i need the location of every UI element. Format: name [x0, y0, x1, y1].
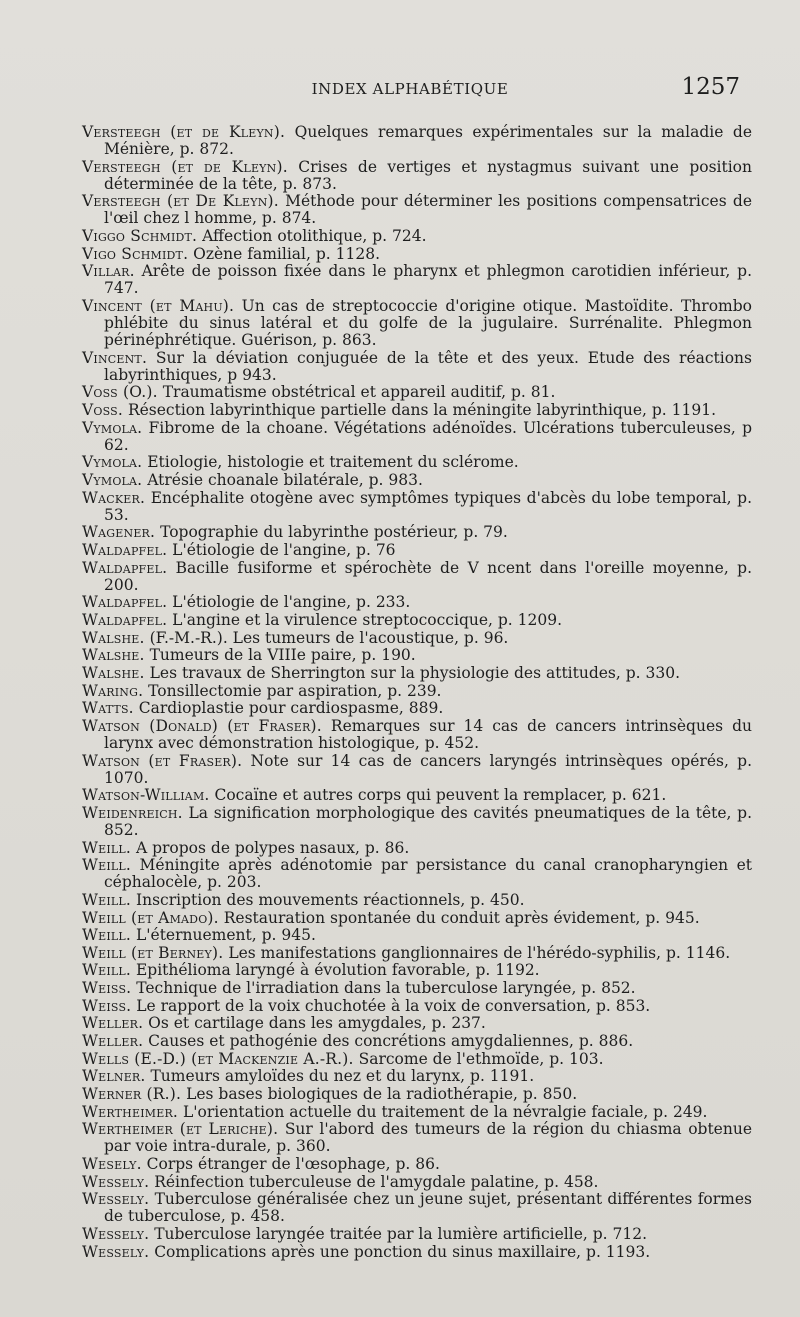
- index-entry: [82, 193, 752, 227]
- entry-text: Tonsillectomie par aspiration, p. 239.: [143, 681, 442, 700]
- entry-text: Résection labyrinthique partielle dans la méningite labyrinthique, p. 1191.: [123, 401, 717, 420]
- entry-author: Werner (R.).: [82, 1084, 182, 1103]
- entry-text: Encéphalite otogène avec symptômes typiques d'abcès du lobe temporal, p. 53.: [104, 488, 752, 524]
- entry-text: Restauration spontanée du conduit après évidement, p. 945.: [218, 908, 700, 927]
- entry-text: Méningite après adénotomie par persistance du canal cranopharyngien et céphalocèle, p. 203.: [104, 856, 752, 892]
- index-entry: [82, 1104, 752, 1121]
- entry-author: Waldapfel.: [82, 593, 168, 612]
- index-entry: [82, 840, 752, 857]
- index-entry: [82, 998, 752, 1015]
- entry-text: Les manifestations ganglionnaires de l'hérédo-syphilis, p. 1146.: [223, 943, 731, 962]
- index-entry: [82, 1121, 752, 1155]
- entry-author: Walshe.: [82, 663, 145, 682]
- index-entry: [82, 927, 752, 944]
- entry-author: Waring.: [82, 681, 144, 700]
- entry-author: Weill.: [82, 926, 132, 945]
- index-entry: [82, 384, 752, 401]
- index-entry: [82, 1244, 752, 1261]
- index-entry: [82, 490, 752, 524]
- entry-text: Topographie du labyrinthe postérieur, p. 79.: [155, 523, 508, 542]
- entry-author: Weidenreich.: [82, 803, 183, 822]
- entry-text: Affection otolithique, p. 724.: [197, 227, 427, 246]
- entry-text: L'étiologie de l'angine, p. 76: [167, 541, 396, 560]
- entry-text: Crises de vertiges et nystagmus suivant une position déterminée de la tête, p. 873.: [104, 157, 752, 193]
- entry-author: Voss.: [82, 401, 124, 420]
- entry-author: Voss (O.).: [82, 383, 158, 402]
- entry-text: L'éternuement, p. 945.: [131, 926, 316, 945]
- index-entry: [82, 1015, 752, 1032]
- entry-author: Welner.: [82, 1067, 146, 1086]
- entry-author: Wessely.: [82, 1224, 150, 1243]
- index-entry: [82, 945, 752, 962]
- index-entry: [82, 246, 752, 263]
- entry-author: Wessely.: [82, 1172, 150, 1191]
- index-entry: [82, 1068, 752, 1085]
- entry-author: Villar.: [82, 262, 135, 281]
- entry-text: Technique de l'irradiation dans la tuberculose laryngée, p. 852.: [131, 979, 636, 998]
- entry-text: Les bases biologiques de la radiothérapie, p. 850.: [181, 1084, 578, 1103]
- entry-author: Weill (et Berney).: [82, 943, 224, 962]
- entry-author: Watson-William.: [82, 786, 210, 805]
- index-entry: [82, 350, 752, 384]
- index-entry: [82, 159, 752, 193]
- entry-author: Wells (E.-D.) (et Mackenzie A.-R.).: [82, 1049, 354, 1068]
- entry-text: Ozène familial, p. 1128.: [188, 244, 381, 263]
- entry-author: Wertheimer (et Leriche).: [82, 1120, 279, 1139]
- entry-text: Arête de poisson fixée dans le pharynx et phlegmon carotidien inférieur, p. 747.: [104, 262, 752, 298]
- index-entry: [82, 1051, 752, 1068]
- index-entry: [82, 263, 752, 297]
- index-entry: [82, 805, 752, 839]
- entry-text: L'étiologie de l'angine, p. 233.: [167, 593, 411, 612]
- entry-author: Weller.: [82, 1032, 144, 1050]
- entry-author: Weiss.: [82, 996, 132, 1015]
- entry-text: A propos de polypes nasaux, p. 86.: [131, 838, 410, 857]
- index-entry: [82, 962, 752, 979]
- entry-author: Wertheimer.: [82, 1102, 179, 1121]
- entry-author: Vigo Schmidt.: [82, 244, 189, 263]
- entry-author: Waldapfel.: [82, 558, 168, 577]
- entry-text: Tumeurs amyloïdes du nez et du larynx, p. 1191.: [145, 1067, 535, 1086]
- entry-author: Wagener.: [82, 523, 156, 542]
- entry-text: Traumatisme obstétrical et appareil auditif, p. 81.: [157, 383, 556, 402]
- index-entry: [82, 124, 752, 158]
- index-entry: [82, 1156, 752, 1173]
- entry-author: Versteegh (et de Kleyn).: [82, 157, 288, 176]
- entry-text: Fibrome de la choane. Végétations adénoïdes. Ulcérations tuberculeuses, p 62.: [104, 418, 752, 454]
- index-entry: [82, 1033, 752, 1050]
- entry-author: Viggo Schmidt.: [82, 227, 198, 246]
- index-entry: [82, 683, 752, 700]
- index-entry: [82, 454, 752, 471]
- index-entry: [82, 1226, 752, 1243]
- index-entry: [82, 542, 752, 559]
- index-entry: [82, 472, 752, 489]
- entry-text: Cocaïne et autres corps qui peuvent la remplacer, p. 621.: [209, 786, 667, 805]
- index-entry: [82, 402, 752, 419]
- entry-author: Weller.: [82, 1014, 144, 1033]
- entry-author: Weill.: [82, 890, 132, 909]
- entry-author: Vymola.: [82, 418, 143, 437]
- entry-text: Inscription des mouvements réactionnels, p. 450.: [131, 890, 525, 909]
- entry-text: Tuberculose laryngée traitée par la lumière artificielle, p. 712.: [149, 1224, 648, 1243]
- entry-author: Weill (et Amado).: [82, 908, 219, 927]
- index-entry: [82, 298, 752, 349]
- entry-author: Vymola.: [82, 471, 143, 490]
- entry-text: L'angine et la virulence streptococcique, p. 1209.: [167, 611, 563, 629]
- index-entry: [82, 560, 752, 594]
- entry-text: Cardioplastie pour cardiospasme, 889.: [133, 699, 444, 718]
- entry-author: Wacker.: [82, 488, 146, 507]
- entry-text: Atrésie choanale bilatérale, p. 983.: [142, 471, 423, 490]
- index-entry: [82, 420, 752, 454]
- entry-author: Wessely.: [82, 1190, 150, 1209]
- index-entries: [82, 124, 752, 1261]
- entry-author: Weill.: [82, 838, 132, 857]
- entry-text: Le rapport de la voix chuchotée à la voix de conversation, p. 853.: [131, 996, 651, 1015]
- entry-text: Tumeurs de la VIIIe paire, p. 190.: [144, 646, 416, 665]
- entry-text: Corps étranger de l'œsophage, p. 86.: [141, 1154, 440, 1173]
- entry-text: Sur la déviation conjuguée de la tête et des yeux. Etude des réactions labyrinthiques, p 943.: [104, 348, 752, 384]
- page-number: 1257: [681, 74, 740, 100]
- index-entry: [82, 1174, 752, 1191]
- index-entry: [82, 910, 752, 927]
- entry-author: Waldapfel.: [82, 611, 168, 629]
- index-entry: [82, 594, 752, 611]
- index-entry: [82, 630, 752, 647]
- entry-author: Wesely.: [82, 1154, 142, 1173]
- entry-author: Versteegh (et de Kleyn).: [82, 123, 286, 141]
- entry-text: Bacille fusiforme et spérochète de V ncent dans l'oreille moyenne, p. 200.: [104, 558, 752, 594]
- entry-text: Os et cartilage dans les amygdales, p. 237.: [143, 1014, 486, 1033]
- entry-author: Weiss.: [82, 979, 132, 998]
- entry-author: Watts.: [82, 699, 134, 718]
- entry-text: Tuberculose généralisée chez un jeune sujet, présentant différentes formes de tuberculose, p. 458.: [104, 1190, 752, 1226]
- page-header: [0, 74, 800, 110]
- index-entry: [82, 228, 752, 245]
- entry-text: Note sur 14 cas de cancers laryngés intrinsèques opérés, p. 1070.: [104, 751, 752, 787]
- index-entry: [82, 700, 752, 717]
- entry-text: Quelques remarques expérimentales sur la maladie de Ménière, p. 872.: [104, 123, 753, 159]
- entry-text: La signification morphologique des cavités pneumatiques de la tête, p. 852.: [104, 803, 752, 839]
- entry-text: Epithélioma laryngé à évolution favorable, p. 1192.: [131, 961, 540, 980]
- entry-author: Waldapfel.: [82, 541, 168, 560]
- entry-author: Versteegh (et De Kleyn).: [82, 192, 279, 211]
- entry-text: Causes et pathogénie des concrétions amygdaliennes, p. 886.: [143, 1032, 634, 1050]
- entry-author: Vymola.: [82, 453, 143, 472]
- index-entry: [82, 1086, 752, 1103]
- entry-text: Etiologie, histologie et traitement du sclérome.: [142, 453, 519, 472]
- entry-author: Wessely.: [82, 1242, 150, 1261]
- index-entry: [82, 612, 752, 629]
- entry-text: Un cas de streptococcie d'origine otique. Mastoïdite. Thrombo phlébite du sinus latéral et du golfe de la jugulaire. Surrénalite. Phlegmon périnéphrétique. Guérison, p. 863.: [104, 297, 752, 350]
- entry-text: Les travaux de Sherrington sur la physiologie des attitudes, p. 330.: [144, 663, 681, 682]
- index-entry: [82, 647, 752, 664]
- entry-author: Walshe.: [82, 646, 145, 665]
- entry-author: Watson (et Fraser).: [82, 751, 243, 770]
- index-entry: [82, 857, 752, 891]
- entry-author: Weill.: [82, 856, 132, 875]
- entry-author: Vincent (et Mahu).: [82, 297, 235, 316]
- running-title: INDEX ALPHABÉTIQUE: [311, 80, 509, 98]
- entry-author: Watson (Donald) (et Fraser).: [82, 716, 322, 735]
- entry-author: Weill.: [82, 961, 132, 980]
- index-entry: [82, 524, 752, 541]
- entry-text: Méthode pour déterminer les positions compensatrices de l'œil chez l homme, p. 874.: [104, 192, 752, 228]
- entry-author: Walshe.: [82, 628, 145, 647]
- entry-text: Sarcome de l'ethmoïde, p. 103.: [353, 1049, 604, 1068]
- index-entry: [82, 787, 752, 804]
- entry-text: Complications après une ponction du sinus maxillaire, p. 1193.: [149, 1242, 651, 1261]
- entry-text: L'orientation actuelle du traitement de la névralgie faciale, p. 249.: [178, 1102, 708, 1121]
- entry-text: Sur l'abord des tumeurs de la région du chiasma obtenue par voie intra-durale, p. 360.: [104, 1120, 752, 1156]
- index-entry: [82, 892, 752, 909]
- entry-text: (F.-M.-R.). Les tumeurs de l'acoustique, p. 96.: [144, 628, 509, 647]
- index-entry: [82, 753, 752, 787]
- index-entry: [82, 718, 752, 752]
- index-entry: [82, 665, 752, 682]
- index-entry: [82, 1191, 752, 1225]
- index-entry: [82, 980, 752, 997]
- entry-author: Vincent.: [82, 348, 148, 367]
- entry-text: Réinfection tuberculeuse de l'amygdale palatine, p. 458.: [149, 1172, 599, 1191]
- entry-text: Remarques sur 14 cas de cancers intrinsèques du larynx avec démonstration histologique, p. 452.: [104, 716, 752, 752]
